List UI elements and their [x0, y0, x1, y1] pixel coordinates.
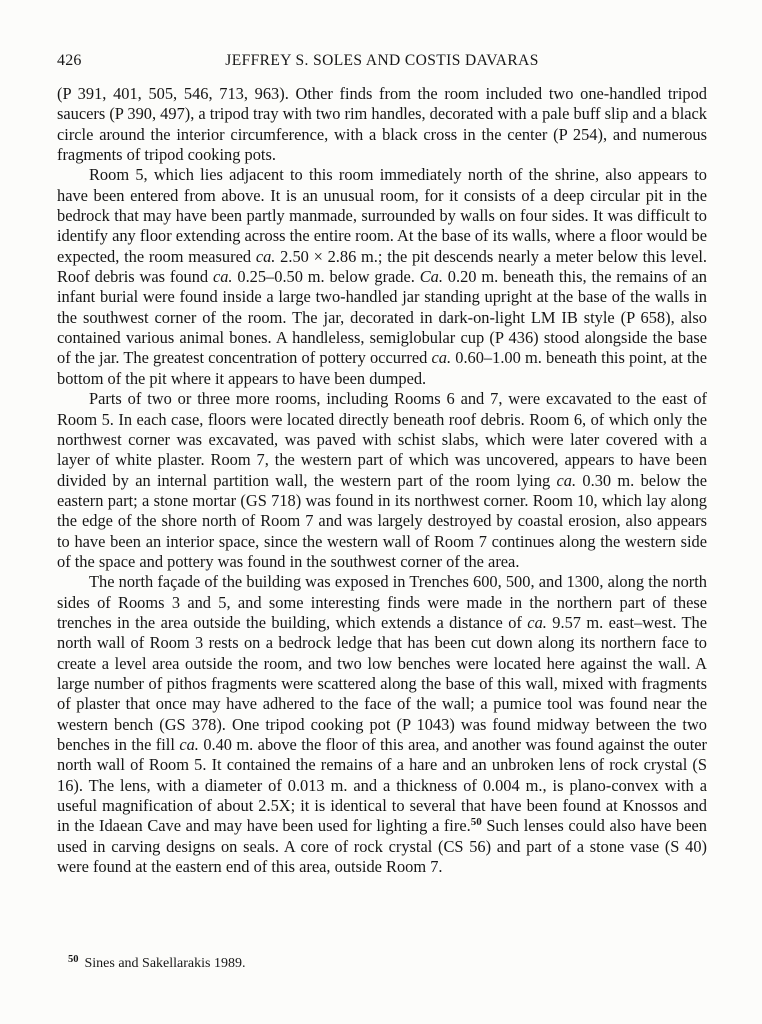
paragraph: [57, 165, 707, 389]
paragraph: [57, 389, 707, 572]
italic-text: ca.: [179, 735, 199, 754]
text-run: Room 5, which lies adjacent to this room immediately north of the shrine, also appears to have been entered from above. It is an unusual room, for it consists of a deep circular pit in the bedrock that may have been partly manmade, surrounded by walls on four sides. It was difficult to identify any floor extending across the entire room. At the base of its walls, where a floor would be expected, the room measured: [57, 165, 707, 266]
text-run: 0.30 m. below the eastern part; a stone mortar (GS 718) was found in its northwest corner. Room 10, which lay along the edge of the shore north of Room 7 and was largely destroyed by coastal erosion, also appears to have been an interior space, since the western wall of Room 7 continues along the western side of the space and pottery was found in the southwest corner of the area.: [57, 470, 707, 571]
italic-text: Ca.: [419, 267, 443, 287]
running-head: JEFFREY S. SOLES AND COSTIS DAVARAS: [225, 52, 539, 69]
footnote: [57, 955, 707, 973]
text-run: 0.25–0.50 m. below grade.: [232, 267, 420, 287]
paragraph: [57, 572, 707, 877]
text-run: 0.60–1.00 m. beneath this point, at the bottom of the pit where it appears to have been dumped.: [57, 348, 708, 388]
italic-text: ca.: [212, 267, 233, 287]
text-run: (P 391, 401, 505, 546, 713, 963). Other finds from the room included two one-handled tripod saucers (P 390, 497), a tripod tray with two rim handles, decorated with a pale buff slip and a black circle around the interior circumference, with a black cross in the center (P 254), and numerous fragments of tripod cooking pots.: [57, 84, 707, 165]
text-run: 0.40 m. above the floor of this area, and another was found against the outer north wall of Room 5. It contained the remains of a hare and an unbroken lens of rock crystal (S 16). The lens, with a diameter of 0.013 m. and a thickness of 0.004 m., is plano-convex with a useful magnification of about 2.5X; it is identical to several that have been found at Knossos and in the Idaean Cave and may have been used for lighting a fire.: [57, 735, 707, 836]
italic-text: ca.: [556, 470, 577, 490]
text-run: 9.57 m. east–west. The north wall of Room 3 rests on a bedrock ledge that has been cut down along its northern face to create a level area outside the room, and two low benches were located here against the wall. A large number of pithos fragments were scattered along the base of this wall, mixed with fragments of plaster that once may have adhered to the face of the wall; a pumice tool was found near the western bench (GS 378). One tripod cooking pot (P 1043) was found midway between the two benches in the fill: [57, 612, 707, 754]
italic-text: ca.: [255, 246, 276, 266]
italic-text: ca.: [431, 348, 452, 368]
page-number: 426: [57, 52, 82, 69]
text-run: The north façade of the building was exposed in Trenches 600, 500, and 1300, along the north sides of Rooms 3 and 5, and some interesting finds were made in the northern part of these trenches in the area outside the building, which extends a distance of: [57, 572, 707, 632]
footnote-text: Sines and Sakellarakis 1989.: [84, 956, 246, 971]
text-run: Such lenses could also have been used in carving designs on seals. A core of rock crystal (CS 56) and part of a stone vase (S 40) were found at the eastern end of this area, outside Room 7.: [57, 816, 707, 877]
paragraph: [57, 84, 707, 165]
footnote-marker: 50: [68, 954, 79, 965]
article-body: [57, 84, 707, 877]
text-run: 2.50 × 2.86 m.; the pit descends nearly a meter below this level. Roof debris was found: [57, 246, 707, 287]
footnote-reference: 50: [470, 816, 482, 829]
text-run: Parts of two or three more rooms, including Rooms 6 and 7, were excavated to the east of Room 5. In each case, floors were located directly beneath roof debris. Room 6, of which only the northwest corner was excavated, was paved with schist slabs, which were later covered with a layer of white plaster. Room 7, the western part of which was uncovered, appears to have been divided by an internal partition wall, the western part of the room lying: [57, 389, 707, 490]
text-run: 0.20 m. beneath this, the remains of an infant burial were found inside a large two-handled jar standing upright at the base of the walls in the southwest corner of the room. The jar, decorated in dark-on-light LM IB style (P 658), also contained various animal bones. A handleless, semiglobular cup (P 436) stood alongside the base of the jar. The greatest concentration of pottery occurred: [57, 267, 708, 368]
page-header: [57, 52, 707, 72]
italic-text: ca.: [527, 612, 547, 632]
